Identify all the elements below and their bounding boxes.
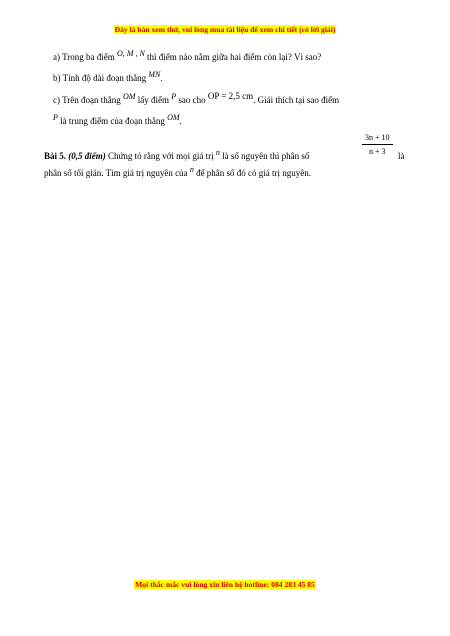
question-a bbox=[53, 49, 322, 63]
preview-notice-banner bbox=[0, 25, 450, 34]
variable-n-2: n bbox=[189, 165, 194, 174]
bai5-text-3: là bbox=[398, 151, 405, 161]
question-b bbox=[53, 70, 163, 84]
bai5-text-2: là số nguyên thì phân số bbox=[222, 151, 310, 161]
question-b-text: b) Tính độ dài đoạn thẳng bbox=[53, 73, 147, 83]
question-c-period: . bbox=[179, 116, 182, 126]
bai5-text-4: phân số tối giản. Tìm giá trị nguyên của bbox=[44, 168, 188, 178]
segment-om: OM bbox=[123, 92, 136, 101]
variable-n: n bbox=[215, 148, 220, 157]
fraction-numerator: 3n + 10 bbox=[362, 133, 393, 145]
question-c-text-2: lấy điểm bbox=[137, 95, 169, 105]
bai5-text-5: để phân số đó có giá trị nguyên. bbox=[196, 168, 312, 178]
hotline-text: Mọi thắc mắc vui lòng xin liên hệ hotline: 084 283 45 85 bbox=[135, 580, 315, 589]
bai5-text-1: Chứng tỏ rằng với mọi giá trị bbox=[108, 151, 214, 161]
equation-op: OP = 2,5 cm bbox=[207, 91, 254, 101]
fraction bbox=[362, 133, 393, 156]
preview-notice-text: Đây là bản xem thử, vui lòng mua tài liệu để xem chi tiết (có lời giải) bbox=[114, 25, 336, 34]
question-c-line-1 bbox=[53, 91, 340, 106]
bai5-line-1 bbox=[44, 148, 310, 162]
question-a-text-2: thì điểm nào nằm giữa hai điểm còn lại? Vì sao? bbox=[147, 52, 322, 62]
question-c-text-3: sao cho bbox=[178, 95, 206, 105]
point-p-2: P bbox=[53, 113, 58, 122]
question-b-period: . bbox=[160, 73, 163, 83]
bai5-line-2 bbox=[44, 165, 312, 179]
question-c-text-1: c) Trên đoạn thẳng bbox=[53, 95, 121, 105]
bai5-word-la bbox=[398, 151, 405, 162]
question-c-line-2 bbox=[53, 113, 182, 127]
hotline-banner bbox=[0, 580, 450, 589]
bai5-points: (0,5 điểm) bbox=[68, 151, 106, 161]
segment-mn: MN bbox=[148, 70, 161, 79]
bai5-label: Bài 5. bbox=[44, 151, 67, 161]
question-c-text-5: là trung điểm của đoạn thẳng bbox=[60, 116, 165, 126]
question-c-text-4: . Giải thích tại sao điểm bbox=[253, 95, 340, 105]
fraction-denominator: n + 3 bbox=[369, 147, 386, 156]
points-o-m-n: O, M , N bbox=[117, 49, 145, 58]
segment-om-2: OM bbox=[167, 113, 180, 122]
point-p: P bbox=[171, 92, 177, 101]
question-a-text: a) Trong ba điểm bbox=[53, 52, 115, 62]
